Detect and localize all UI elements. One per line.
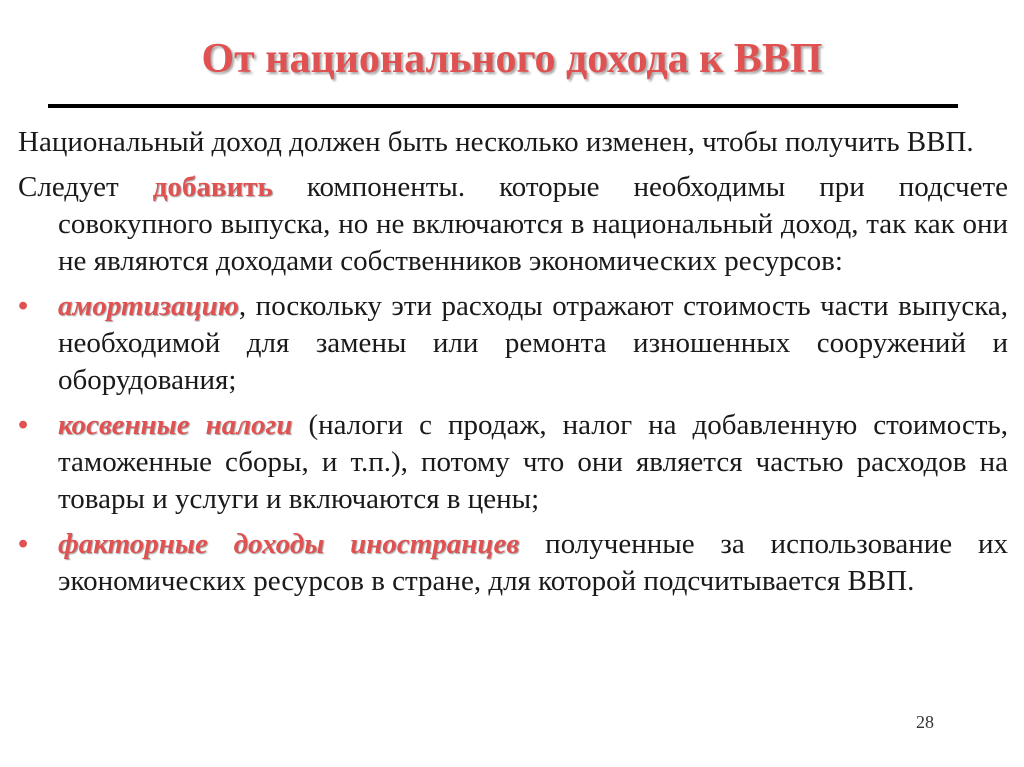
paragraph-text-before: Следует [18,171,153,203]
bullet-marker: • [18,409,29,441]
list-item-depreciation [18,288,1008,399]
list-item-text: полученные за использование их экономических ресурсов в стране, для которой подсчитывается ВВП. [58,528,1008,597]
term-foreign-factor-income: факторные доходы иностранцев [58,528,520,560]
title-divider [48,104,958,108]
bullet-marker: • [18,528,29,560]
term-indirect-taxes: косвенные налоги [58,409,293,441]
list-item-indirect-taxes [18,407,1008,518]
bullet-marker: • [18,290,29,322]
paragraph-text-after: компоненты. которые необходимы при подсчете совокупного выпуска, но не включаются в национальный доход, так как они не являются доходами собственников экономических ресурсов: [58,171,1008,277]
term-depreciation: амортизацию [58,290,239,322]
list-item-foreign-factor-income [18,526,1008,600]
page-number: 28 [916,712,934,732]
list-item-text: (налоги с продаж, налог на добавленную стоимость, таможенные сборы, и т.п.), потому что они является частью расходов на товары и услуги и включаются в цены; [58,409,1009,515]
highlight-add: добавить [152,171,273,203]
slide-content [18,124,1008,608]
paragraph-intro: Национальный доход должен быть несколько изменен, чтобы получить ВВП. [18,126,974,158]
list-item-text: , поскольку эти расходы отражают стоимость части выпуска, необходимой для замены или ремонта изношенных сооружений и оборудования; [58,290,1008,396]
slide-title: От национального дохода к ВВП [201,36,823,82]
paragraph-add-components [18,169,1008,280]
